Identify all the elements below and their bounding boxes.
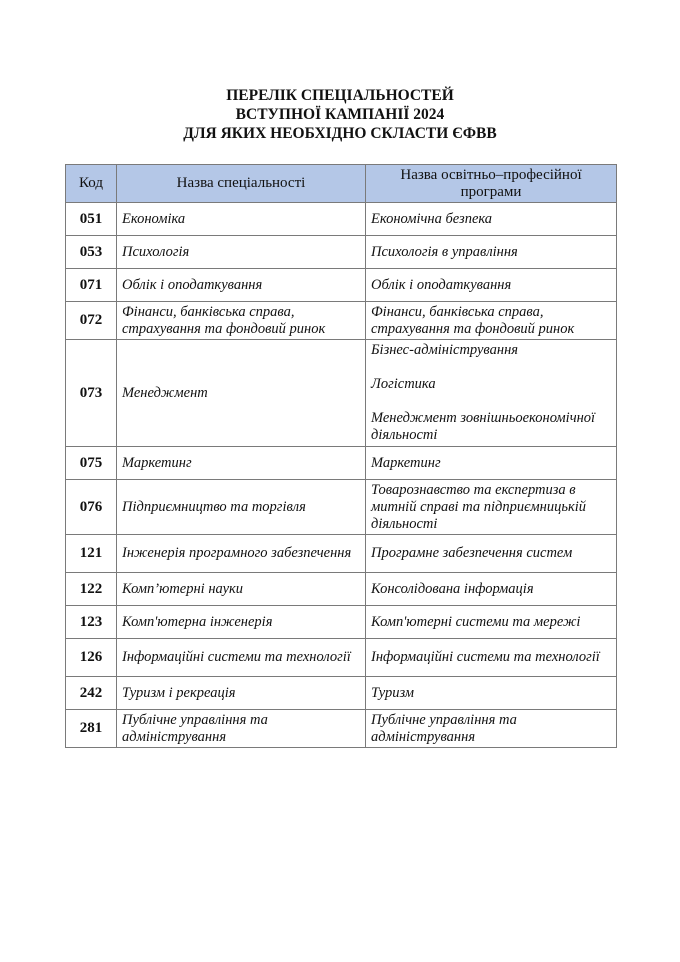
- title-line-3: ДЛЯ ЯКИХ НЕОБХІДНО СКЛАСТИ ЄФВВ: [183, 125, 497, 142]
- specialty-code: 281: [66, 710, 117, 748]
- program-name: Психологія в управління: [371, 243, 518, 260]
- program-cell: [366, 340, 617, 447]
- program-name: Логістика: [371, 376, 436, 392]
- table-row: [66, 677, 617, 710]
- specialty-name: Комп’ютерні науки: [117, 573, 366, 606]
- specialty-code: 071: [66, 269, 117, 302]
- header-code: Код: [66, 165, 117, 203]
- program-cell: [366, 302, 617, 340]
- program-spacer: [371, 359, 611, 376]
- specialty-name: Економіка: [117, 203, 366, 236]
- program-cell: [366, 236, 617, 269]
- program-name: Менеджмент зовнішньоекономічної діяльності: [371, 410, 596, 443]
- specialty-name: Підприємництво та торгівля: [117, 480, 366, 535]
- table-row: [66, 236, 617, 269]
- program-name: Економічна безпека: [371, 210, 493, 227]
- program-cell: [366, 480, 617, 535]
- specialty-code: 123: [66, 606, 117, 639]
- specialty-code: 051: [66, 203, 117, 236]
- program-cell: [366, 710, 617, 748]
- program-name: Туризм: [371, 684, 415, 701]
- specialty-code: 076: [66, 480, 117, 535]
- specialty-code: 053: [66, 236, 117, 269]
- specialty-code: 126: [66, 639, 117, 677]
- table-row: [66, 302, 617, 340]
- program-cell: [366, 269, 617, 302]
- specialty-code: 121: [66, 535, 117, 573]
- program-spacer: [371, 393, 611, 410]
- program-cell: [366, 639, 617, 677]
- table-row: [66, 606, 617, 639]
- table-row: [66, 639, 617, 677]
- specialty-name: Інженерія програмного забезпечення: [117, 535, 366, 573]
- table-row: [66, 535, 617, 573]
- header-specialty-name: Назва спеціальності: [117, 165, 366, 203]
- program-name: Інформаційні системи та технології: [371, 649, 600, 665]
- specialty-code: 075: [66, 447, 117, 480]
- program-name: Програмне забезпечення систем: [371, 545, 573, 561]
- specialty-name: Комп'ютерна інженерія: [117, 606, 366, 639]
- program-name: Комп'ютерні системи та мережі: [371, 613, 581, 630]
- table-row: [66, 480, 617, 535]
- specialty-name: Облік і оподаткування: [117, 269, 366, 302]
- table-row: [66, 269, 617, 302]
- specialty-name: Публічне управління та адміністрування: [117, 710, 366, 748]
- specialty-code: 122: [66, 573, 117, 606]
- program-name: Бізнес-адміністрування: [371, 342, 519, 358]
- program-name: Маркетинг: [371, 454, 441, 471]
- program-name: Товарознавство та експертиза в митній справі та підприємницькій діяльності: [371, 481, 587, 532]
- program-cell: [366, 203, 617, 236]
- table-row: [66, 203, 617, 236]
- program-cell: [366, 677, 617, 710]
- table-row: [66, 573, 617, 606]
- table-row: [66, 710, 617, 748]
- program-cell: [366, 573, 617, 606]
- program-name: Публічне управління та адміністрування: [371, 711, 517, 745]
- specialty-name: Маркетинг: [117, 447, 366, 480]
- specialty-name: Менеджмент: [117, 340, 366, 447]
- title-line-2: ВСТУПНОЇ КАМПАНІЇ 2024: [235, 106, 445, 123]
- table-header-row: [66, 165, 617, 203]
- document-title: [0, 86, 680, 143]
- specialty-code: 072: [66, 302, 117, 340]
- program-name: Консолідована інформація: [371, 580, 534, 597]
- specialty-name: Фінанси, банківська справа, страхування та фондовий ринок: [117, 302, 366, 340]
- program-cell: [366, 447, 617, 480]
- specialty-code: 242: [66, 677, 117, 710]
- program-name: Облік і оподаткування: [371, 276, 512, 293]
- header-program-name: Назва освітньо–професійної програми: [366, 165, 617, 203]
- program-name: Фінанси, банківська справа, страхування та фондовий ринок: [371, 303, 575, 337]
- specialties-table: [65, 164, 617, 748]
- specialty-code: 073: [66, 340, 117, 447]
- table-row: [66, 340, 617, 447]
- specialty-name: Інформаційні системи та технології: [117, 639, 366, 677]
- specialty-name: Психологія: [117, 236, 366, 269]
- program-cell: [366, 535, 617, 573]
- title-line-1: ПЕРЕЛІК СПЕЦІАЛЬНОСТЕЙ: [226, 87, 454, 104]
- specialty-name: Туризм і рекреація: [117, 677, 366, 710]
- program-cell: [366, 606, 617, 639]
- table-row: [66, 447, 617, 480]
